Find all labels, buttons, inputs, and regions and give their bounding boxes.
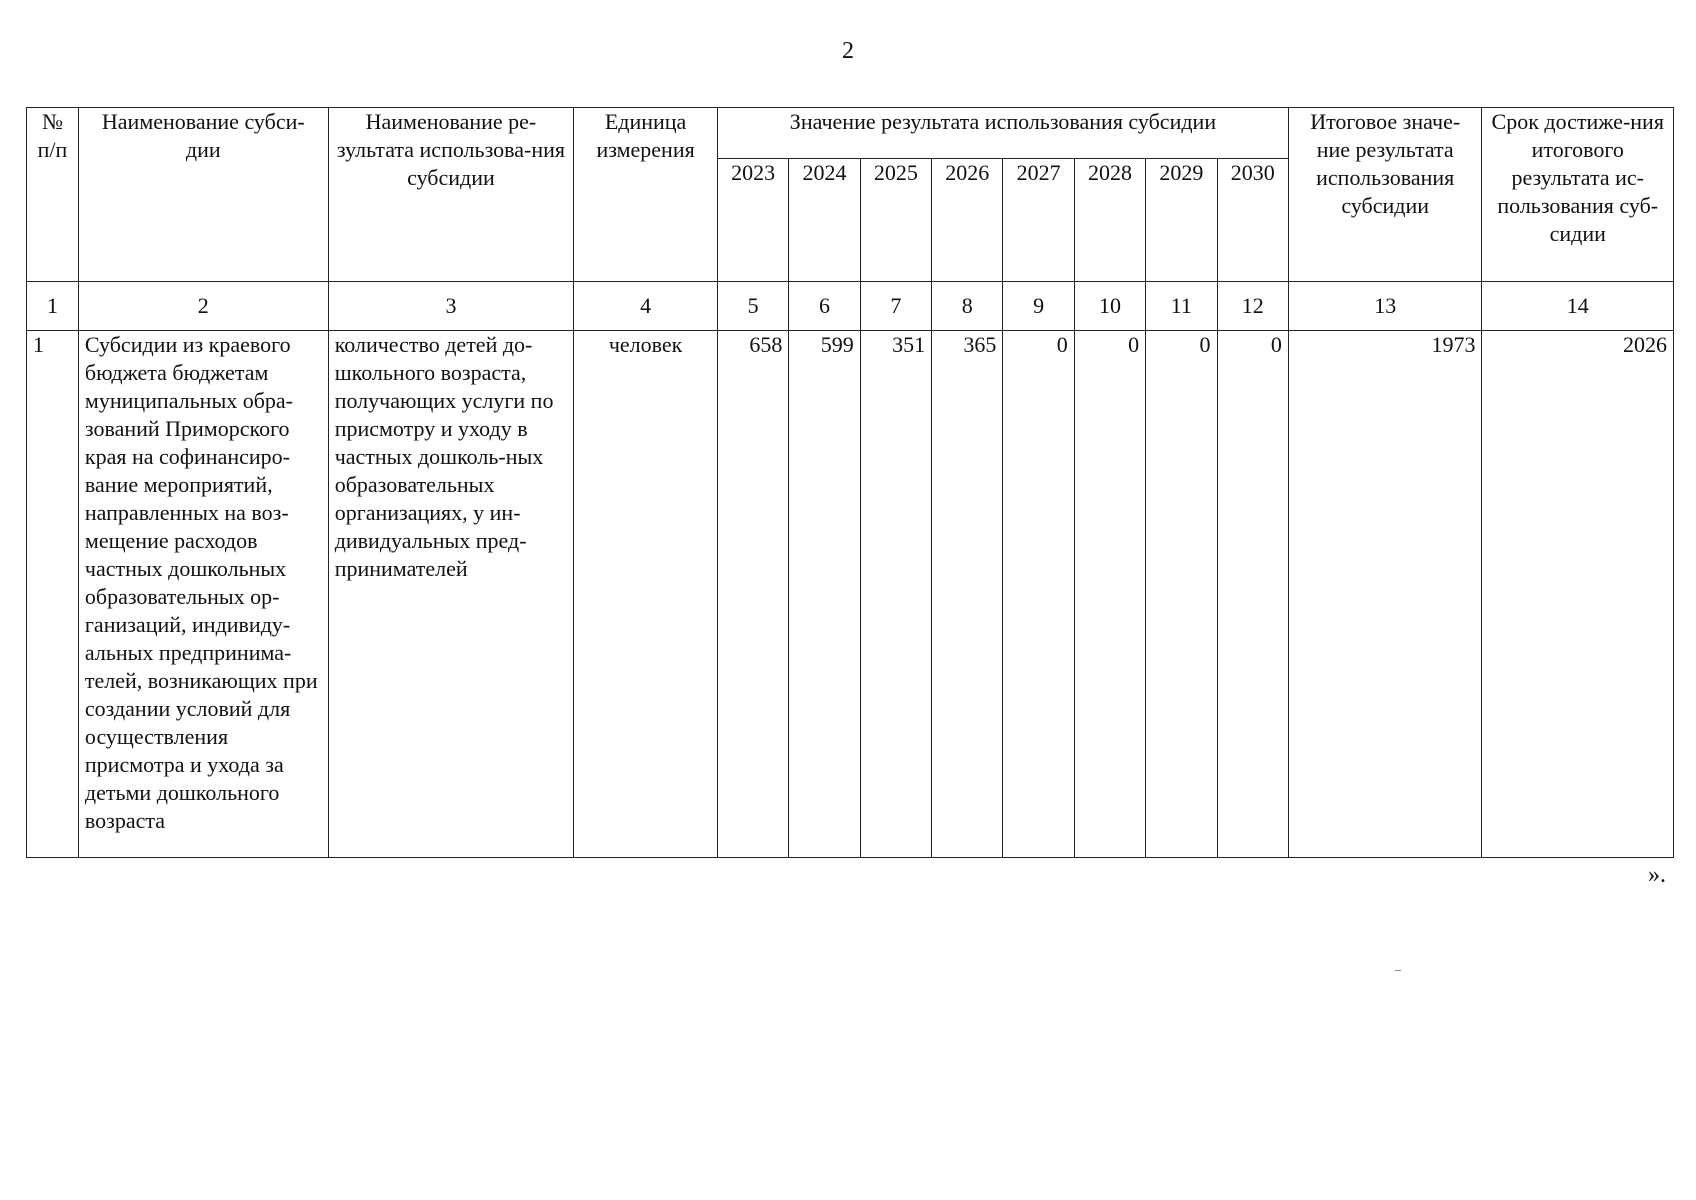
header-number: № п/п bbox=[27, 108, 79, 282]
scan-speck bbox=[1395, 970, 1401, 971]
header-year: 2024 bbox=[789, 159, 860, 282]
column-number: 7 bbox=[860, 282, 931, 331]
header-year: 2027 bbox=[1003, 159, 1074, 282]
year-value: 0 bbox=[1003, 331, 1074, 858]
column-number: 1 bbox=[27, 282, 79, 331]
column-number: 12 bbox=[1217, 282, 1288, 331]
result-name: количество детей до-школьного возраста, получающих услуги по присмотру и уходу в частных дошколь-ных образовательных организациях, у ин-дивидуальных пред-принимателей bbox=[328, 331, 573, 858]
header-year: 2023 bbox=[717, 159, 788, 282]
year-value: 0 bbox=[1074, 331, 1145, 858]
column-number: 6 bbox=[789, 282, 860, 331]
year-value: 658 bbox=[717, 331, 788, 858]
header-year: 2026 bbox=[932, 159, 1003, 282]
header-total-value: Итоговое значе-ние результата использования субсидии bbox=[1288, 108, 1482, 282]
header-year: 2030 bbox=[1217, 159, 1288, 282]
column-number: 9 bbox=[1003, 282, 1074, 331]
page-number: 2 bbox=[842, 38, 854, 64]
column-number: 5 bbox=[717, 282, 788, 331]
header-result-values: Значение результата использования субсидии bbox=[717, 108, 1288, 159]
subsidy-results-table bbox=[26, 107, 1674, 858]
header-result-name: Наименование ре-зультата использова-ния субсидии bbox=[328, 108, 573, 282]
column-number: 10 bbox=[1074, 282, 1145, 331]
year-value: 599 bbox=[789, 331, 860, 858]
header-year: 2025 bbox=[860, 159, 931, 282]
header-year: 2029 bbox=[1146, 159, 1217, 282]
closing-quote-mark: ». bbox=[1648, 862, 1666, 888]
total-value: 1973 bbox=[1288, 331, 1482, 858]
table-row bbox=[27, 331, 1674, 858]
column-number: 2 bbox=[78, 282, 328, 331]
column-number: 3 bbox=[328, 282, 573, 331]
header-unit: Единица измерения bbox=[574, 108, 718, 282]
header-deadline: Срок достиже-ния итогового результата ис-пользования суб-сидии bbox=[1482, 108, 1674, 282]
column-number: 14 bbox=[1482, 282, 1674, 331]
year-value: 0 bbox=[1217, 331, 1288, 858]
year-value: 0 bbox=[1146, 331, 1217, 858]
header-row bbox=[27, 108, 1674, 159]
column-number: 4 bbox=[574, 282, 718, 331]
header-subsidy-name: Наименование субси-дии bbox=[78, 108, 328, 282]
year-value: 365 bbox=[932, 331, 1003, 858]
deadline-value: 2026 bbox=[1482, 331, 1674, 858]
header-year: 2028 bbox=[1074, 159, 1145, 282]
column-number: 8 bbox=[932, 282, 1003, 331]
unit-value: человек bbox=[574, 331, 718, 858]
subsidy-name: Субсидии из краевого бюджета бюджетам муниципальных обра-зований Приморского края на софинансиро-вание мероприятий, направленных на воз-мещение расходов частных дошкольных образовательных ор-ганизаций, индивиду-альных предпринима-телей, возникающих при создании условий для осуществления присмотра и ухода за детьми дошкольного возраста bbox=[78, 331, 328, 858]
column-number: 11 bbox=[1146, 282, 1217, 331]
row-number: 1 bbox=[27, 331, 79, 858]
column-numbers-row bbox=[27, 282, 1674, 331]
column-number: 13 bbox=[1288, 282, 1482, 331]
year-value: 351 bbox=[860, 331, 931, 858]
